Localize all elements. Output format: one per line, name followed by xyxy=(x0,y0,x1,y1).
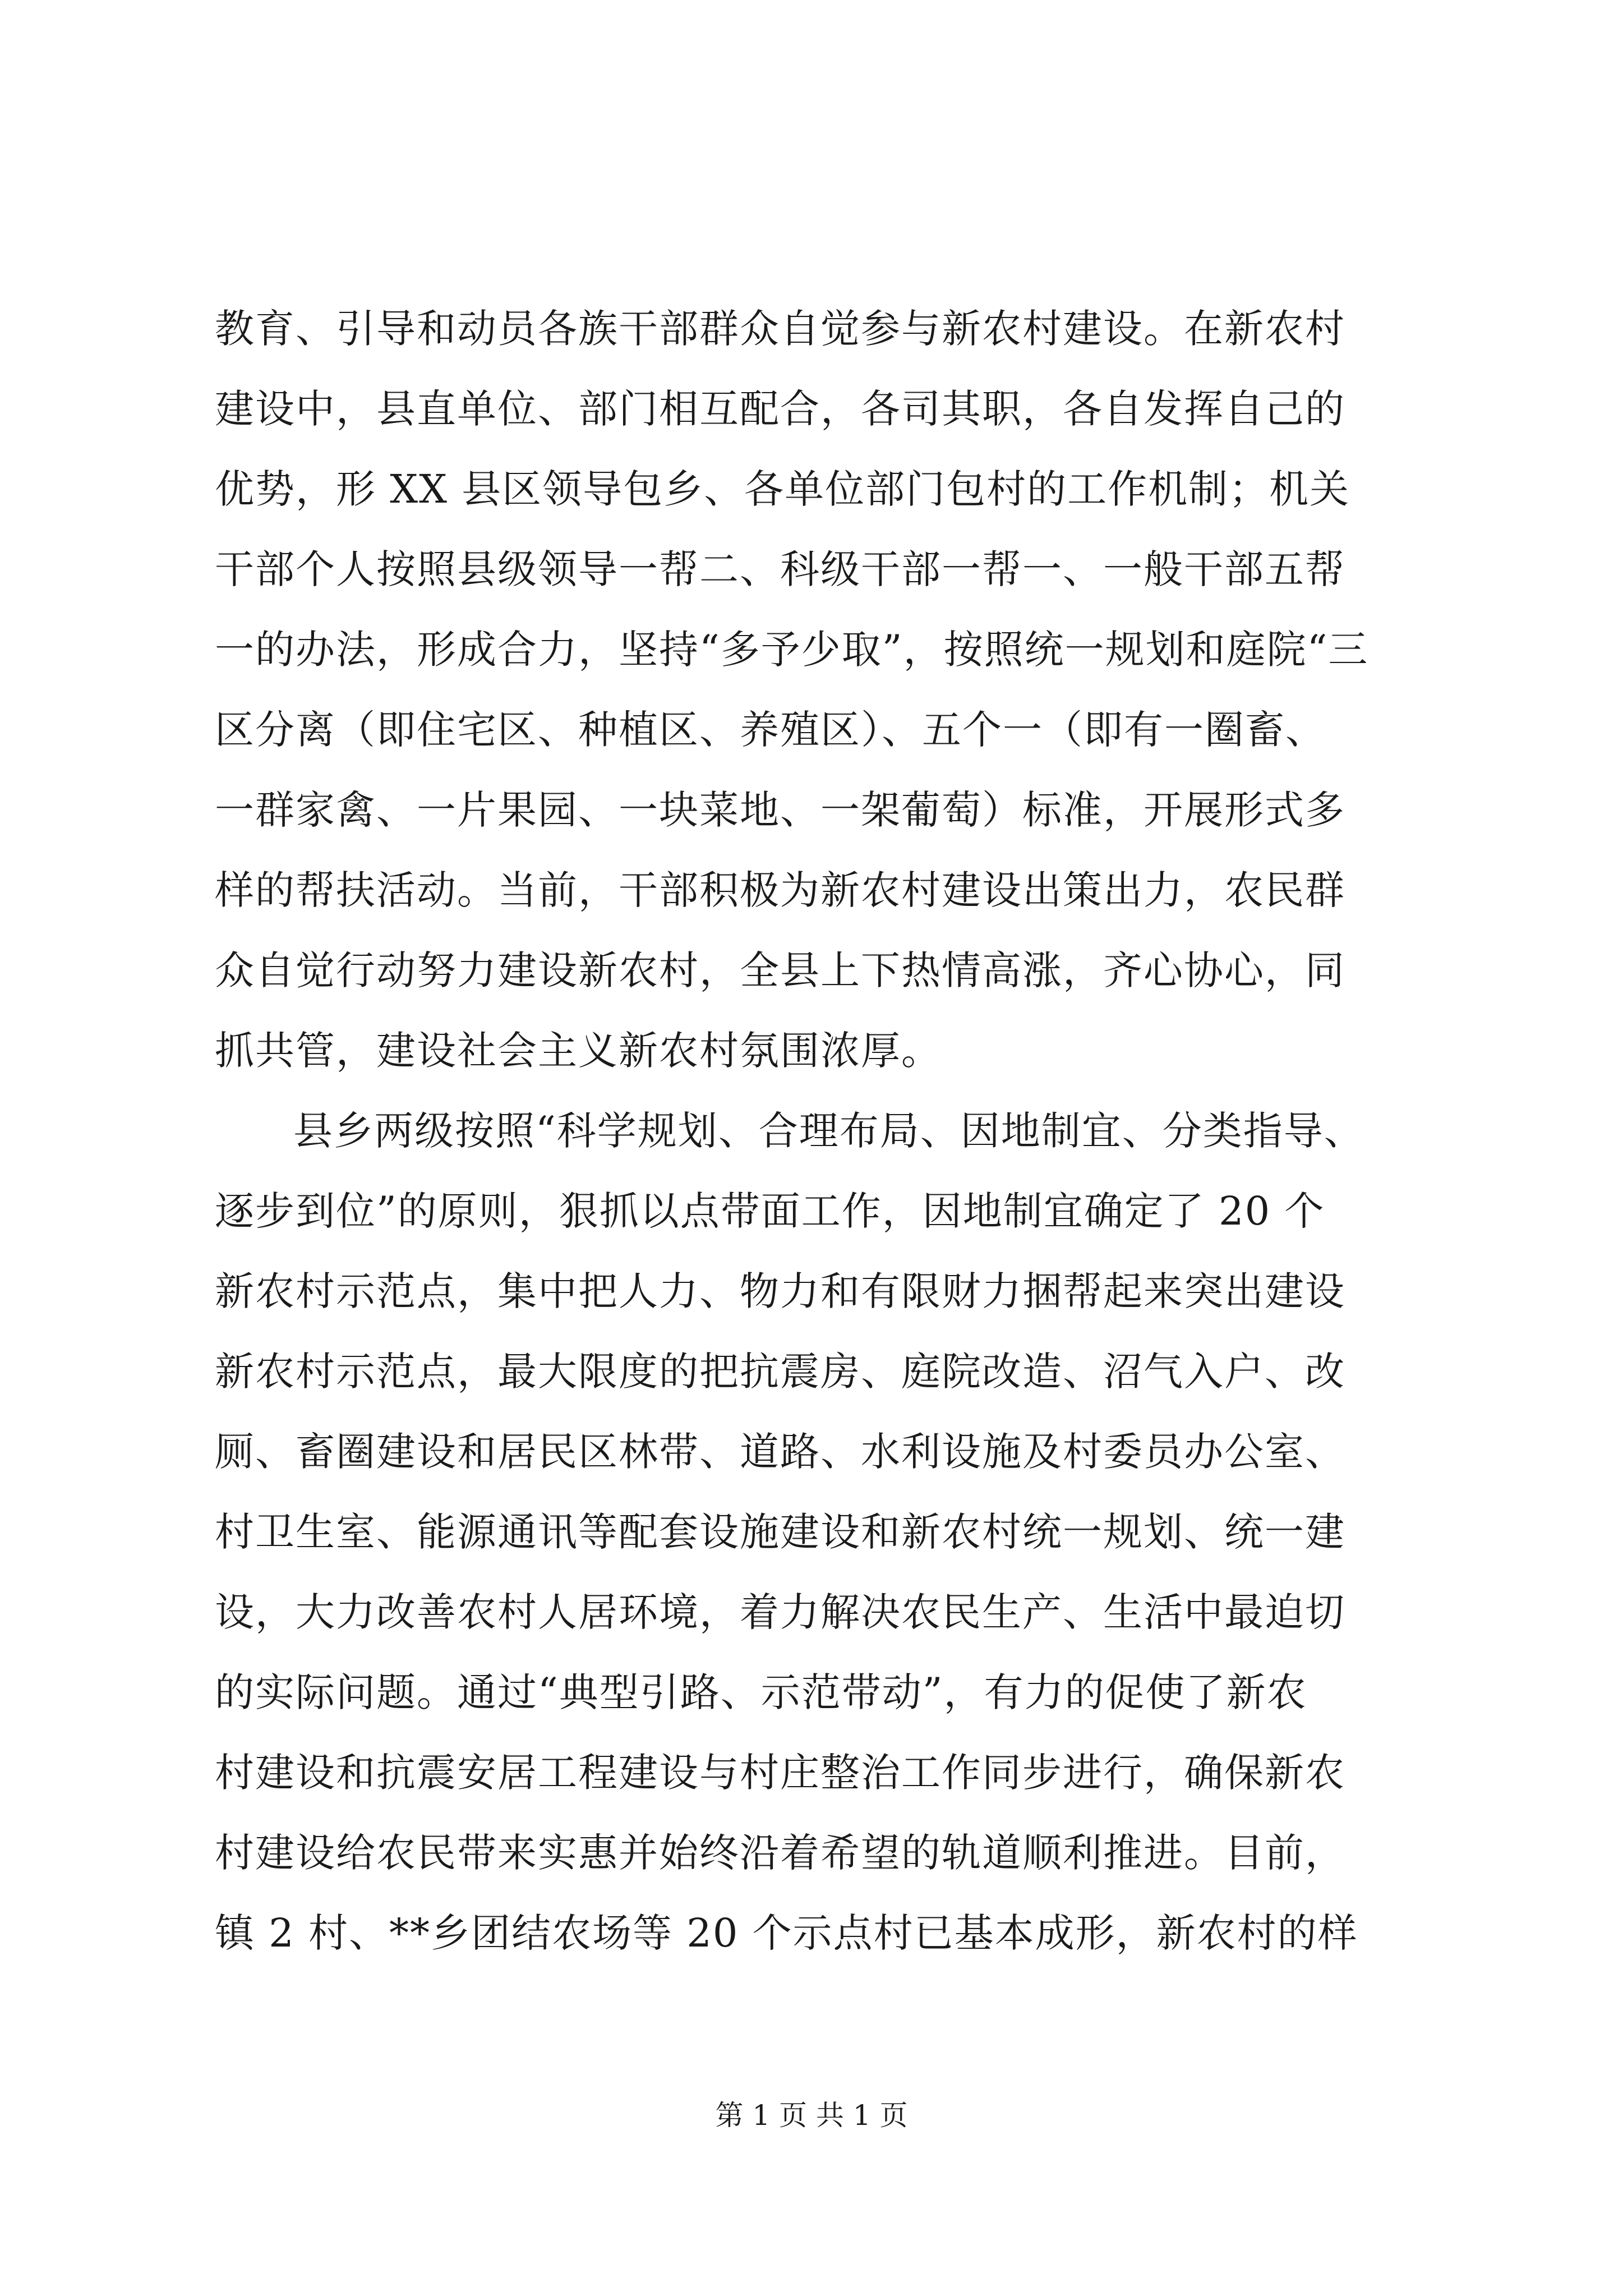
text-line: 一群家禽、一片果园、一块菜地、一架葡萄）标准，开展形式多 xyxy=(215,787,1345,833)
document-body xyxy=(215,289,1426,1973)
text-line: 区分离（即住宅区、种植区、养殖区）、五个一（即有一圈畜、 xyxy=(215,707,1326,753)
text-line: 的实际问题。通过“典型引路、示范带动”，有力的促使了新农 xyxy=(215,1669,1307,1715)
text-line: 设，大力改善农村人居环境，着力解决农民生产、生活中最迫切 xyxy=(215,1589,1345,1635)
page-footer: 第 1 页 共 1 页 xyxy=(715,2099,908,2132)
text-line-paragraph-start: 县乡两级按照“科学规划、合理布局、因地制宜、分类指导、 xyxy=(293,1108,1364,1154)
text-line: 新农村示范点，最大限度的把抗震房、庭院改造、沼气入户、改 xyxy=(215,1349,1345,1395)
text-line: 教育、引导和动员各族干部群众自觉参与新农村建设。在新农村 xyxy=(215,306,1345,352)
text-line: 镇 2 村、**乡团结农场等 20 个示点村已基本成形，新农村的样 xyxy=(215,1910,1358,1956)
text-line: 村卫生室、能源通讯等配套设施建设和新农村统一规划、统一建 xyxy=(215,1509,1345,1555)
text-line: 抓共管，建设社会主义新农村氛围浓厚。 xyxy=(215,1028,942,1074)
text-line: 逐步到位”的原则，狠抓以点带面工作，因地制宜确定了 20 个 xyxy=(215,1188,1325,1234)
text-line: 建设中，县直单位、部门相互配合，各司其职，各自发挥自己的 xyxy=(215,386,1345,432)
text-line: 样的帮扶活动。当前，干部积极为新农村建设出策出力，农民群 xyxy=(215,867,1345,913)
text-line: 村建设和抗震安居工程建设与村庄整治工作同步进行，确保新农 xyxy=(215,1750,1345,1796)
text-line: 厕、畜圈建设和居民区林带、道路、水利设施及村委员办公室、 xyxy=(215,1429,1345,1475)
text-line: 干部个人按照县级领导一帮二、科级干部一帮一、一般干部五帮 xyxy=(215,546,1345,592)
text-line: 一的办法，形成合力，坚持“多予少取”，按照统一规划和庭院“三 xyxy=(215,627,1369,673)
text-line: 村建设给农民带来实惠并始终沿着希望的轨道顺利推进。目前， xyxy=(215,1830,1345,1876)
text-line: 众自觉行动努力建设新农村，全县上下热情高涨，齐心协心，同 xyxy=(215,947,1345,993)
text-line: 优势，形 XX 县区领导包乡、各单位部门包村的工作机制；机关 xyxy=(215,466,1350,512)
text-line: 新农村示范点，集中把人力、物力和有限财力捆帮起来突出建设 xyxy=(215,1268,1345,1314)
